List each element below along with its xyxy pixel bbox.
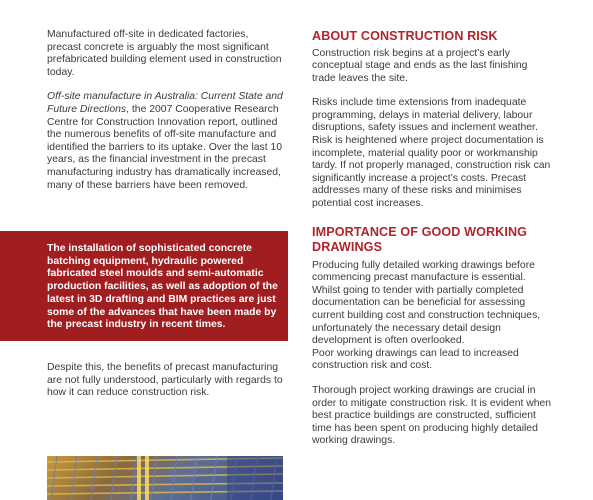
heading-working-drawings: IMPORTANCE OF GOOD WORKING DRAWINGS <box>312 224 528 255</box>
drawings-paragraph-3: Thorough project working drawings are crucial in order to mitigate construction risk. It is evident when best practice buildings are constructed, sufficient time has been spent on producing highly detailed working drawings. <box>312 384 552 447</box>
construction-site-photo <box>47 456 283 500</box>
risk-paragraph-2: Risks include time extensions from inadequate programming, delays in material delivery, labour disruptions, safety issues and inclement weather. Risk is heightened where project documentation is incomplete, material quality poor or workmanship tardy. If not properly managed, construction risk can significantly increase a project’s costs. Precast addresses many of these risks and minimises potential cost increases. <box>312 97 551 210</box>
left-column <box>47 29 283 192</box>
report-title: Off-site manufacture in Australia: Current State and Future Directions <box>47 91 283 115</box>
risk-paragraph-1: Construction risk begins at a project’s early conceptual stage and ends as the last finishing trade leaves the site. <box>312 47 528 84</box>
heading-construction-risk: ABOUT CONSTRUCTION RISK <box>312 29 498 43</box>
intro-paragraph: Manufactured off-site in dedicated factories, precast concrete is arguably the most significant prefabricated building element used in construction today. <box>47 29 282 78</box>
callout-text: The installation of sophisticated concrete batching equipment, hydraulic powered fabricated steel moulds and semi-automatic production facilities, as well as adoption of the latest in 3D drafting and BIM practices are just some of the advances that have been made by the precast industry in recent times. <box>47 243 278 331</box>
report-text: , the 2007 Cooperative Research Centre for Construction Innovation report, outlined the numerous benefits of off-site manufacture and identified the barriers to its uptake. Over the last 10 years, as the financial investment in the precast manufacturing industry has dramatically increased, many of these barriers have been removed. <box>47 103 283 191</box>
drawings-paragraph-1: Producing fully detailed working drawings before commencing precast manufacture is essential. Whilst going to tender with partially completed documentation can be beneficial for assessing current building cost and construction techniques, unfortunately the necessary detail design development is often overlooked. <box>312 259 541 347</box>
callout-box <box>0 231 288 341</box>
right-column <box>312 29 552 448</box>
report-paragraph <box>47 91 283 192</box>
despite-paragraph: Despite this, the benefits of precast manufacturing are not fully understood, particularly with regards to how it can reduce construction risk. <box>47 362 283 399</box>
drawings-paragraph-2: Poor working drawings can lead to increased construction risk and cost. <box>312 347 519 372</box>
